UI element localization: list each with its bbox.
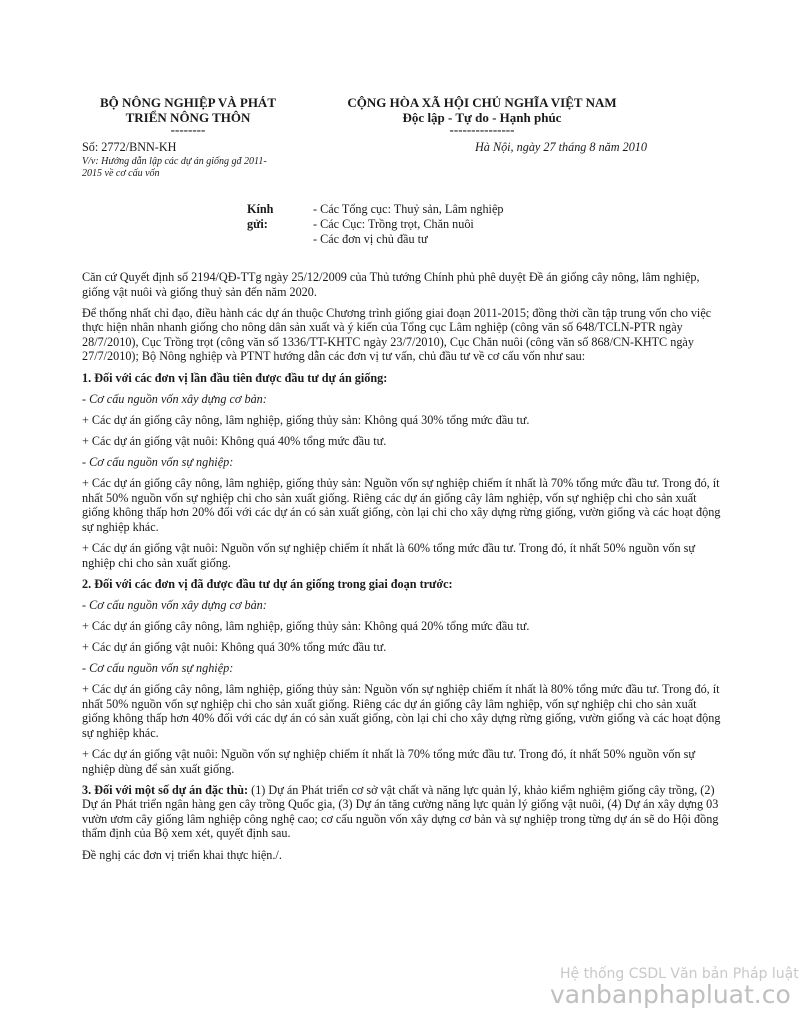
intro-paragraph-1: Căn cứ Quyết định số 2194/QĐ-TTg ngày 25/12/2009 của Thủ tướng Chính phủ phê duyệt Đề án giống cây nông, lâm nghiệp, giống vật nuôi và giống thuỷ sản đến năm 2020. [82, 270, 700, 299]
section2-item: + Các dự án giống vật nuôi: Nguồn vốn sự nghiệp chiếm ít nhất là 70% tổng mức đầu tư. Trong đó, ít nhất 50% nguồn vốn sự nghiệp dùng để sản xuất giống. [82, 746, 695, 776]
section1-item: + Các dự án giống cây nông, lâm nghiệp, giống thủy sản: Không quá 30% tổng mức đầu tư. [82, 412, 530, 427]
subject-line2: 2015 về cơ cấu vốn [82, 168, 160, 179]
agency-name [82, 95, 294, 125]
document-subject [82, 156, 322, 180]
recipients-list [313, 202, 503, 247]
agency-name-line2: TRIỂN NÔNG THÔN [125, 110, 251, 125]
closing-paragraph: Đề nghị các đơn vị triển khai thực hiện./. [82, 847, 282, 862]
section1-subheading-capital: - Cơ cấu nguồn vốn xây dựng cơ bản: [82, 391, 267, 406]
section2-heading: 2. Đối với các đơn vị đã được đầu tư dự án giống trong giai đoạn trước: [82, 576, 453, 591]
section3-text: (1) Dự án Phát triển cơ sở vật chất và năng lực quản lý, khảo kiểm nghiệm giống cây trồng, (2) Dự án Phát triển ngân hàng gen cây trồng Quốc gia, (3) Dự án tăng cường năng lực quản lý giống vật nuôi, (4) Dự án xây dựng 03 vườn ươm cây giống lâm nghiệp công nghệ cao; cơ cấu nguồn vốn xây dựng cơ bản và sự nghiệp trong từng dự án sẽ do Hội đồng thẩm định của Bộ xem xét, quyết định sau. [82, 782, 719, 841]
section1-item: + Các dự án giống vật nuôi: Nguồn vốn sự nghiệp chiếm ít nhất là 60% tổng mức đầu tư. Trong đó, ít nhất 50% nguồn vốn sự nghiệp chi cho sản xuất giống. [82, 540, 695, 570]
recipient-item: - Các Tổng cục: Thuỷ sản, Lâm nghiệp [313, 202, 504, 216]
section1-item: + Các dự án giống vật nuôi: Không quá 40% tổng mức đầu tư. [82, 433, 387, 448]
recipient-item: - Các Cục: Trồng trọt, Chăn nuôi [313, 217, 474, 231]
section3-heading: 3. Đối với một số dự án đặc thù: [82, 782, 249, 797]
subject-line1: V/v: Hướng dẫn lập các dự án giống gđ 2011- [82, 156, 267, 167]
intro-paragraph-2: Để thống nhất chỉ đạo, điều hành các dự án thuộc Chương trình giống giai đoạn 2011-2015; đồng thời cần tập trung vốn cho việc thực hiện nhân nhanh giống cho nông dân sản xuất và ý kiến của Tổng cục Lâm nghiệp (công văn số 648/TCLN-PTR ngày 28/7/2010), Cục Trồng trọt (công văn số 1336/TT-KHTC ngày 23/7/2010), Cục Chăn nuôi (công văn số 868/CN-KHTC ngày 27/7/2010); Bộ Nông nghiệp và PTNT hướng dẫn các đơn vị tư vấn, chủ đầu tư về cơ cấu vốn như sau: [82, 305, 712, 364]
section3-paragraph [82, 783, 722, 841]
country-name: CỘNG HÒA XÃ HỘI CHỦ NGHĨA VIỆT NAM [347, 95, 617, 110]
watermark-caption: Hệ thống CSDL Văn bản Pháp luật [560, 966, 799, 982]
section2-item: + Các dự án giống vật nuôi: Không quá 30% tổng mức đầu tư. [82, 639, 387, 654]
section1-heading: 1. Đối với các đơn vị lần đầu tiên được đầu tư dự án giống: [82, 370, 388, 385]
document-body [82, 270, 722, 869]
motto: Độc lập - Tự do - Hạnh phúc [402, 110, 562, 125]
document-number: Số: 2772/BNN-KH [82, 140, 177, 154]
section1-subheading-career: - Cơ cấu nguồn vốn sự nghiệp: [82, 454, 234, 469]
section2-item: + Các dự án giống cây nông, lâm nghiệp, giống thủy sản: Không quá 20% tổng mức đầu tư. [82, 618, 530, 633]
watermark-site: vanbanphapluat.co [550, 980, 791, 1009]
agency-divider: -------- [170, 122, 206, 137]
recipients-label: Kính gửi: [247, 202, 274, 231]
agency-name-line1: BỘ NÔNG NGHIỆP VÀ PHÁT [99, 95, 276, 110]
section2-item: + Các dự án giống cây nông, lâm nghiệp, giống thủy sản: Nguồn vốn sự nghiệp chiếm ít nhất là 80% tổng mức đầu tư. Trong đó, ít nhất 50% nguồn vốn sự nghiệp chi cho sản xuất giống. Riêng các dự án giống cây lâm nghiệp, vốn sự nghiệp chi cho sản xuất giống không thấp hơn 40% đối với các dự án có sản xuất giống, còn lại chi cho xây dựng rừng giống, vườn giống và các hoạt động sự nghiệp khác. [82, 682, 721, 740]
section2-subheading-career: - Cơ cấu nguồn vốn sự nghiệp: [82, 660, 234, 675]
motto-divider: --------------- [449, 122, 515, 137]
recipient-item: - Các đơn vị chủ đầu tư [313, 232, 428, 246]
section1-item: + Các dự án giống cây nông, lâm nghiệp, giống thủy sản: Nguồn vốn sự nghiệp chiếm ít nhất là 70% tổng mức đầu tư. Trong đó, ít nhất 50% nguồn vốn sự nghiệp chi cho sản xuất giống. Riêng các dự án giống cây lâm nghiệp, vốn sự nghiệp chi cho sản xuất giống không thấp hơn 20% đối với các dự án có sản xuất giống, còn lại chi cho xây dựng rừng giống, vườn giống và các hoạt động sự nghiệp khác. [82, 476, 721, 534]
section2-subheading-capital: - Cơ cấu nguồn vốn xây dựng cơ bản: [82, 597, 267, 612]
place-and-date: Hà Nội, ngày 27 tháng 8 năm 2010 [475, 140, 647, 154]
national-motto [312, 95, 652, 125]
